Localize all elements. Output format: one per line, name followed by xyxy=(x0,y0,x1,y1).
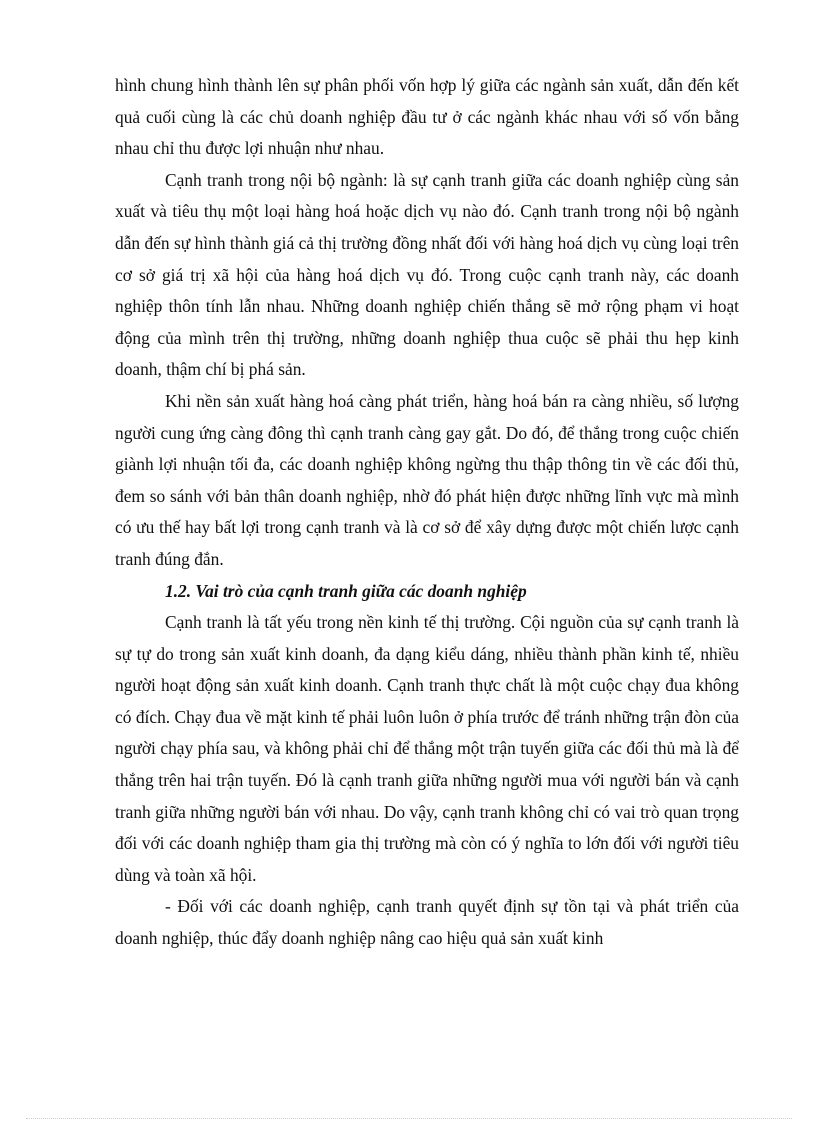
section-heading: 1.2. Vai trò của cạnh tranh giữa các doanh nghiệp xyxy=(165,580,527,601)
paragraph-market-development: Khi nền sản xuất hàng hoá càng phát triển, hàng hoá bán ra càng nhiều, số lượng người cung ứng càng đông thì cạnh tranh càng gay gắt. Do đó, để thắng trong cuộc chiến giành lợi nhuận tối đa, các doanh nghiệp không ngừng thu thập thông tin về các đối thủ, đem so sánh với bản thân doanh nghiệp, nhờ đó phát hiện được những lĩnh vực mà mình có ưu thế hay bất lợi trong cạnh tranh và là cơ sở để xây dựng được một chiến lược cạnh tranh đúng đắn. xyxy=(115,390,739,569)
paragraph-internal-competition: Cạnh tranh trong nội bộ ngành: là sự cạnh tranh giữa các doanh nghiệp cùng sản xuất và tiêu thụ một loại hàng hoá hoặc dịch vụ nào đó. Cạnh tranh trong nội bộ ngành dẫn đến sự hình thành giá cả thị trường đồng nhất đối với hàng hoá dịch vụ cùng loại trên cơ sở giá trị xã hội của hàng hoá dịch vụ đó. Trong cuộc cạnh tranh này, các doanh nghiệp thôn tính lẫn nhau. Những doanh nghiệp chiến thắng sẽ mở rộng phạm vi hoạt động của mình trên thị trường, những doanh nghiệp thua cuộc sẽ phải thu hẹp kinh doanh, thậm chí bị phá sản. xyxy=(115,169,739,380)
page-bottom-border xyxy=(26,1118,792,1119)
paragraph-for-enterprises: - Đối với các doanh nghiệp, cạnh tranh quyết định sự tồn tại và phát triển của doanh nghiệp, thúc đẩy doanh nghiệp nâng cao hiệu quả sản xuất kinh xyxy=(115,896,739,949)
paragraph-role-of-competition: Cạnh tranh là tất yếu trong nền kinh tế thị trường. Cội nguồn của sự cạnh tranh là sự tự do trong sản xuất kinh doanh, đa dạng kiểu dáng, nhiều thành phần kinh tế, nhiều người hoạt động sản xuất kinh doanh. Cạnh tranh thực chất là một cuộc chạy đua không có đích. Chạy đua về mặt kinh tế phải luôn luôn ở phía trước để tránh những trận đòn của người chạy phía sau, và không phải chỉ để thắng một trận tuyến giữa các đối thủ mà là để thắng trên hai trận tuyến. Đó là cạnh tranh giữa những người mua với người bán và cạnh tranh giữa những người bán với nhau. Do vậy, cạnh tranh không chỉ có vai trò quan trọng đối với các doanh nghiệp tham gia thị trường mà còn có ý nghĩa to lớn đối với người tiêu dùng và toàn xã hội. xyxy=(115,612,739,885)
page-body xyxy=(115,70,739,955)
paragraph-continuation: hình chung hình thành lên sự phân phối vốn hợp lý giữa các ngành sản xuất, dẫn đến kết quả cuối cùng là các chủ doanh nghiệp đầu tư ở các ngành khác nhau với số vốn bằng nhau chỉ thu được lợi nhuận như nhau. xyxy=(115,75,739,159)
